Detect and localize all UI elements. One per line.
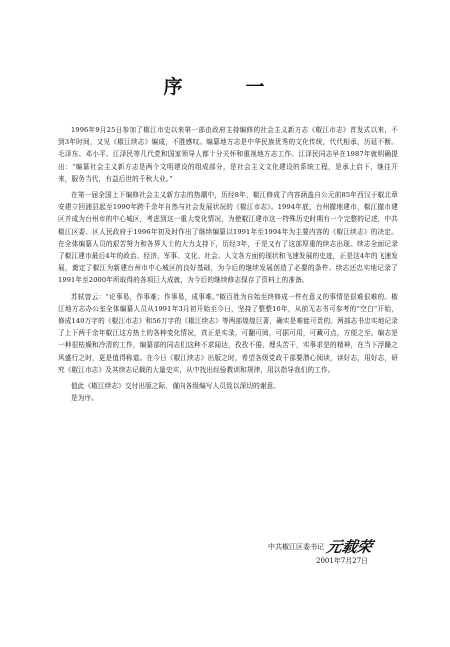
signer-title: 中共椒江区委书记	[268, 543, 324, 551]
page-title: 序 一	[163, 76, 287, 98]
preface-body	[58, 124, 398, 404]
paragraph: 是为序。	[71, 394, 98, 403]
paragraph: 值此《椒江续志》交付出版之际，谨向各级编写人员致以深切的谢意。	[71, 382, 281, 391]
signature-date: 2001年7月27日	[316, 557, 369, 565]
paragraph: 苏轼曾云：“论事易，作事难；作事易，成事难。”椒百姓为自始至终修成一件有意义的事情是很难很难的。椒江地方志办公室全体编纂人员从1991年3月初开始至今日，坚持了整整10年，从前无志书可参考的“空白”开始，修成140万字的《椒江市志》和56万字的《椒江续志》等两部煌煌巨著，确实是难能可贵的。两部志书忠实地记录了上下两千余年椒江这方热土的各种变化情况，真正是实录，可翻可阅，可据可用，可藏可点，方便之至。编志是一种很枯燥和冷清的工作，编纂部的同志们这种不求闻达，孜孜不倦，埋头苦干，实事求是的精神，在当下浮躁之风盛行之时，更是值得称道。在今日《椒江续志》出版之时，希望各级党政干部要潜心阅读，读好志，用好志，研究《椒江市志》及其续志记载的大量史实，从中找出经验教训和规律，用以指导我们的工作。	[58, 292, 398, 374]
paragraph: 1996年9月25日参加了椒江市史以来第一部由政府主持编修的社会主义新方志《椒江市志》首发式以来，不到3年时间，又见《椒江续志》编成，不胜感叹。编纂地方志是中华民族优秀的文化传统，代代相承，历延不断。毛泽东、邓小平、江泽民等几代党和国家领导人都十分关怀和重视地方志工作。江泽民同志早在1987年就明确提出：“编纂社会主义新方志是两个文明建设的组成部分，是社会主义文化建设的系统工程，是承上启下，继往开来，服务当代，有益后世的千秋大业。”	[58, 126, 398, 183]
signature-line	[268, 540, 408, 554]
handwritten-signature: 元载荣	[325, 538, 374, 556]
signature-block	[268, 540, 408, 568]
paragraph: 在第一届全国上下编修社会主义新方志的热潮中，历经8年，椒江修成了内容涵盖自公元前85年西汉于椒北章安建立回浦县起至1990年跨千余年自然与社会发展状况的《椒江市志》。1994年底，台州撤地建市，椒江撤市建区并成为台州市的中心城区，考虑到这一重大变化情况，为使椒江建市这一特殊历史时期有一个完整的记述，中共椒江区委、区人民政府于1996年初及时作出了继续编纂以1991年至1994年为主要内容的《椒江续志》的决定。在全体编纂人员的艰苦努力和各界人士的大力支持下，历经3年，于是又有了这部厚重的续志出现。续志全面记录了椒江建市最后4年的政治、经济、军事、文化、社会、人文各方面的现状和飞速发展的史迹，正是这4年的飞速发展，奠定了椒江为新建台州市中心城区的良好基础，为今后的继续发展创造了必要的条件。续志还忠实地记录了1991年至2000年所取得的各项巨大成就，为今后的继续修志保存了资料上的准备。	[58, 191, 398, 285]
